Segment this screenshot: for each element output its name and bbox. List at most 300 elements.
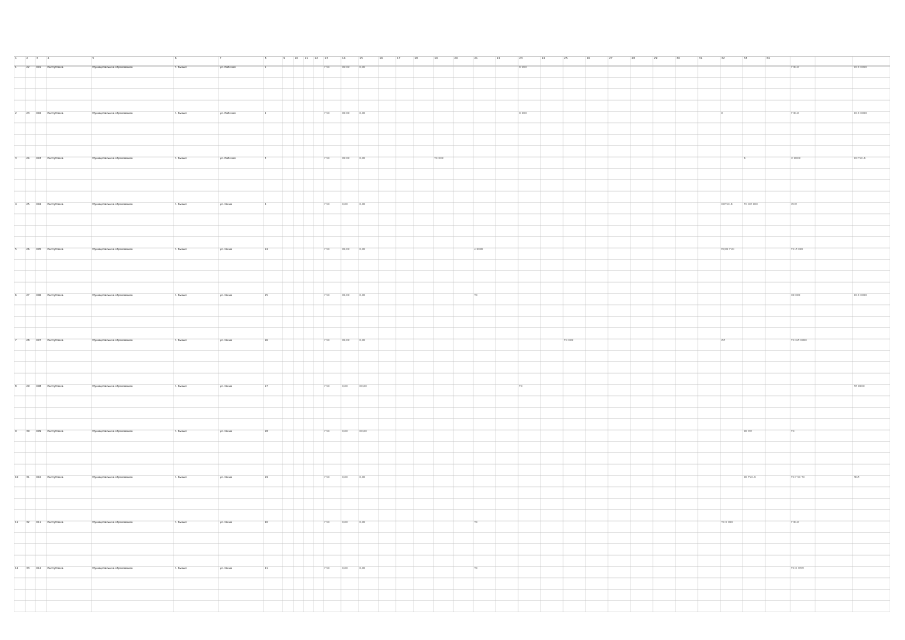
- table-cell: [314, 567, 322, 614]
- table-cell: [744, 567, 764, 614]
- table-cell: [474, 476, 494, 523]
- table-cell: ул. Рабочая: [219, 111, 236, 115]
- table-cell: [283, 339, 292, 386]
- table-cell: [766, 567, 789, 614]
- table-cell: 1: [264, 66, 267, 69]
- table-cell: ТС: [791, 430, 795, 433]
- table-cell: ТС Л 000: [791, 248, 804, 251]
- table-cell: [676, 157, 696, 204]
- table-cell: г. Кызыл: [174, 384, 187, 388]
- table-cell: ГЧС: [324, 66, 330, 69]
- table-cell: [519, 476, 539, 523]
- table-cell: [699, 203, 719, 250]
- table-cell: Муниципальное образование: [92, 430, 133, 433]
- table-cell: [454, 430, 472, 477]
- table-cell: [305, 521, 313, 568]
- table-cell: 00,00: [341, 248, 350, 251]
- table-cell: [816, 430, 851, 477]
- table-cell: [397, 385, 412, 432]
- table-cell: [379, 248, 394, 295]
- table-cell: ГЧС: [324, 566, 330, 570]
- table-cell: ул. Оюна: [219, 202, 232, 206]
- table-cell: ул. Оюна: [219, 339, 232, 342]
- table-cell: [305, 339, 313, 386]
- table-cell: [654, 430, 674, 477]
- table-cell: 18: [264, 430, 268, 433]
- table-cell: 011: [36, 521, 42, 524]
- table-row: [14, 385, 890, 431]
- table-cell: [305, 112, 313, 159]
- header-cell: 12: [314, 56, 319, 60]
- table-header-row: [14, 56, 890, 66]
- table-cell: 5: [15, 248, 17, 251]
- header-cell: 17: [396, 56, 401, 60]
- table-row: [14, 66, 890, 112]
- table-cell: [854, 339, 889, 386]
- table-cell: [454, 66, 472, 113]
- header-cell: 10: [294, 56, 299, 60]
- table-cell: г. Кызыл: [174, 157, 187, 160]
- table-cell: г. Кызыл: [174, 475, 187, 479]
- table-cell: [314, 339, 322, 386]
- table-cell: [414, 66, 432, 113]
- table-cell: [609, 157, 629, 204]
- table-cell: [295, 339, 303, 386]
- header-cell: 1: [15, 56, 17, 60]
- table-cell: [379, 430, 394, 477]
- header-cell: 25: [564, 56, 568, 60]
- table-cell: 0,00: [359, 566, 366, 570]
- table-cell: [699, 476, 719, 523]
- table-cell: 0,00: [359, 111, 366, 115]
- table-cell: [497, 294, 517, 341]
- table-cell: Муниципальное образование: [92, 384, 133, 388]
- table-cell: 0,00: [359, 248, 366, 251]
- table-cell: [676, 112, 696, 159]
- table-cell: [676, 248, 696, 295]
- table-cell: Республика: [47, 66, 64, 69]
- table-cell: [397, 66, 412, 113]
- table-cell: [587, 157, 607, 204]
- table-cell: [414, 476, 432, 523]
- table-cell: Республика: [47, 111, 64, 115]
- table-cell: ГЧС-К: [791, 66, 800, 69]
- table-cell: ул. Рабочая: [219, 157, 236, 160]
- table-cell: [744, 294, 764, 341]
- table-cell: г. Кызыл: [174, 339, 187, 342]
- table-cell: ул. Оюна: [219, 521, 232, 524]
- table-cell: [379, 203, 394, 250]
- table-cell: [721, 157, 741, 204]
- table-cell: [397, 112, 412, 159]
- table-cell: [609, 66, 629, 113]
- table-cell: 00 Х 0000: [853, 66, 867, 69]
- table-cell: [654, 294, 674, 341]
- table-cell: г. Кызыл: [174, 248, 187, 251]
- table-cell: [654, 476, 674, 523]
- table-cell: Муниципальное образование: [92, 66, 133, 69]
- table-cell: [699, 521, 719, 568]
- table-cell: [454, 203, 472, 250]
- table-cell: 2: [264, 111, 267, 115]
- table-cell: [474, 112, 494, 159]
- table-cell: 32: [26, 521, 30, 524]
- table-cell: г. Кызыл: [174, 202, 187, 206]
- table-cell: ГЧС-К: [791, 111, 800, 115]
- table-cell: [744, 521, 764, 568]
- table-cell: [379, 157, 394, 204]
- table-cell: [699, 112, 719, 159]
- table-cell: 25: [26, 202, 30, 206]
- table-cell: 002: [36, 111, 42, 115]
- table-cell: [474, 385, 494, 432]
- table-cell: 24: [26, 157, 30, 160]
- table-cell: [454, 521, 472, 568]
- table-cell: [744, 248, 764, 295]
- table-cell: [434, 430, 452, 477]
- table-cell: [283, 157, 292, 204]
- table-cell: [314, 521, 322, 568]
- table-cell: [721, 430, 741, 477]
- table-cell: [564, 203, 584, 250]
- table-cell: 27: [26, 293, 30, 297]
- table-cell: [854, 203, 889, 250]
- table-cell: [414, 294, 432, 341]
- table-cell: [654, 66, 674, 113]
- table-cell: [414, 567, 432, 614]
- header-cell: 22: [496, 56, 501, 60]
- table-cell: [305, 294, 313, 341]
- table-cell: [721, 567, 741, 614]
- table-cell: ТС ОЛ 0000: [791, 339, 807, 342]
- table-cell: [497, 476, 517, 523]
- table-cell: [542, 476, 562, 523]
- table-cell: [314, 385, 322, 432]
- table-cell: Республика: [47, 384, 64, 388]
- table-cell: 010: [36, 475, 42, 479]
- table-cell: [305, 567, 313, 614]
- table-cell: [699, 430, 719, 477]
- table-cell: [631, 294, 651, 341]
- table-row: [14, 203, 890, 249]
- table-cell: [816, 476, 851, 523]
- table-cell: [631, 157, 651, 204]
- table-cell: [497, 567, 517, 614]
- table-cell: [295, 112, 303, 159]
- table-cell: Республика: [47, 566, 64, 570]
- table-cell: ГЧС: [324, 339, 330, 342]
- table-cell: [454, 157, 472, 204]
- table-cell: [497, 430, 517, 477]
- table-row: [14, 294, 890, 340]
- table-cell: [283, 112, 292, 159]
- table-cell: 33: [26, 566, 30, 570]
- table-cell: [497, 112, 517, 159]
- table-cell: [295, 66, 303, 113]
- table-cell: [676, 294, 696, 341]
- table-cell: [609, 294, 629, 341]
- table-cell: [414, 248, 432, 295]
- table-cell: 3: [15, 157, 17, 160]
- table-cell: [497, 339, 517, 386]
- table-cell: 2: [15, 111, 17, 115]
- header-cell: 4: [47, 56, 50, 60]
- table-cell: 8: [15, 384, 17, 388]
- table-cell: [397, 248, 412, 295]
- table-cell: 17: [264, 384, 268, 388]
- header-cell: 11: [304, 56, 309, 60]
- table-cell: 00,00: [359, 430, 367, 433]
- table-cell: [519, 430, 539, 477]
- table-cell: 26: [26, 248, 30, 251]
- table-cell: Республика: [47, 475, 64, 479]
- table-cell: Муниципальное образование: [92, 202, 133, 206]
- table-cell: К: [743, 157, 746, 160]
- table-cell: ТС: [474, 566, 478, 570]
- table-cell: [564, 521, 584, 568]
- table-cell: [283, 66, 292, 113]
- table-cell: [314, 248, 322, 295]
- table-cell: 1: [15, 66, 17, 69]
- table-cell: 009: [36, 430, 42, 433]
- table-cell: ТС: [474, 293, 478, 297]
- table-cell: Республика: [47, 430, 64, 433]
- table-cell: 00,00: [341, 293, 350, 297]
- table-cell: [587, 203, 607, 250]
- header-cell: 30: [676, 56, 680, 60]
- table-cell: [542, 66, 562, 113]
- table-cell: 19: [264, 475, 268, 479]
- table-cell: [609, 430, 629, 477]
- table-cell: [654, 385, 674, 432]
- table-cell: ТС 000: [564, 339, 574, 342]
- header-cell: 23: [519, 56, 523, 60]
- table-cell: 00:00: [341, 157, 350, 160]
- table-cell: [564, 430, 584, 477]
- table-cell: [699, 339, 719, 386]
- header-cell: 31: [698, 56, 703, 60]
- table-cell: [434, 521, 452, 568]
- table-cell: [766, 112, 789, 159]
- table-cell: [609, 476, 629, 523]
- table-cell: [305, 66, 313, 113]
- table-cell: [676, 66, 696, 113]
- table-cell: [283, 385, 292, 432]
- table-cell: [609, 248, 629, 295]
- table-cell: [397, 339, 412, 386]
- table-cell: [609, 385, 629, 432]
- table-cell: 012: [36, 566, 42, 570]
- table-cell: 00 ЛЛ: [743, 430, 752, 433]
- table-cell: [474, 66, 494, 113]
- table-cell: Республика: [47, 339, 64, 342]
- header-cell: 8: [264, 56, 267, 60]
- table-cell: [721, 66, 741, 113]
- table-cell: [314, 430, 322, 477]
- table-cell: [379, 385, 394, 432]
- table-cell: 10: [15, 475, 19, 479]
- header-cell: 21: [474, 56, 478, 60]
- table-cell: [676, 521, 696, 568]
- table-cell: [816, 66, 851, 113]
- table-cell: [654, 248, 674, 295]
- table-cell: [699, 248, 719, 295]
- table-cell: [397, 430, 412, 477]
- table-cell: [305, 157, 313, 204]
- table-cell: [766, 203, 789, 250]
- table-cell: [564, 385, 584, 432]
- table-cell: [766, 157, 789, 204]
- table-cell: [676, 203, 696, 250]
- table-cell: [564, 66, 584, 113]
- table-cell: [721, 476, 741, 523]
- table-cell: 00,00: [341, 339, 350, 342]
- table-cell: [587, 385, 607, 432]
- table-cell: [631, 203, 651, 250]
- table-cell: [414, 112, 432, 159]
- table-cell: 4: [15, 202, 17, 206]
- table-cell: [283, 203, 292, 250]
- table-cell: [721, 385, 741, 432]
- table-cell: [542, 521, 562, 568]
- table-cell: [305, 248, 313, 295]
- table-cell: [542, 112, 562, 159]
- table-cell: Муниципальное образование: [92, 475, 133, 479]
- table-cell: [766, 248, 789, 295]
- table-cell: [699, 157, 719, 204]
- table-cell: [631, 66, 651, 113]
- table-cell: [676, 476, 696, 523]
- table-cell: 7: [15, 339, 17, 342]
- table-cell: [283, 476, 292, 523]
- header-cell: 24: [541, 56, 546, 60]
- table-cell: 12: [15, 566, 19, 570]
- table-cell: К 000: [519, 111, 527, 115]
- table-cell: Муниципальное образование: [92, 111, 133, 115]
- header-cell: 15: [359, 56, 363, 60]
- table-cell: ТС ГЧС ТС: [791, 475, 805, 479]
- table-cell: ТС 000: [434, 157, 444, 160]
- table-cell: [314, 157, 322, 204]
- table-cell: г. Кызыл: [174, 430, 187, 433]
- table-cell: [816, 248, 851, 295]
- table-cell: [854, 567, 889, 614]
- table-cell: [542, 430, 562, 477]
- table-cell: [654, 521, 674, 568]
- table-cell: [454, 567, 472, 614]
- table-cell: ТС ОЛ 000: [743, 202, 758, 206]
- table-cell: [587, 339, 607, 386]
- table-cell: [414, 521, 432, 568]
- table-cell: ТС: [519, 384, 523, 388]
- table-cell: [542, 385, 562, 432]
- data-table: [14, 56, 890, 612]
- header-cell: 9: [283, 56, 286, 60]
- table-cell: Муниципальное образование: [92, 248, 133, 251]
- table-row: [14, 430, 890, 476]
- table-cell: ГЧС: [324, 111, 330, 115]
- table-cell: [434, 385, 452, 432]
- header-cell: 29: [653, 56, 658, 60]
- table-cell: [434, 476, 452, 523]
- table-cell: ГЧС: [324, 248, 330, 251]
- table-cell: Х 0000: [791, 157, 801, 160]
- table-cell: Ю/00 ГЧС: [721, 248, 735, 251]
- table-cell: [314, 294, 322, 341]
- table-cell: [434, 339, 452, 386]
- table-cell: [854, 521, 889, 568]
- table-cell: ГЧС: [324, 202, 330, 206]
- table-cell: [434, 248, 452, 295]
- table-cell: [542, 248, 562, 295]
- table-cell: [609, 203, 629, 250]
- table-cell: 0,00: [359, 339, 366, 342]
- table-cell: 3: [264, 157, 267, 160]
- table-cell: ул. Рабочая: [219, 66, 236, 69]
- table-cell: ул. Оюна: [219, 430, 232, 433]
- table-cell: [766, 476, 789, 523]
- table-cell: [414, 385, 432, 432]
- table-cell: [295, 521, 303, 568]
- table-cell: [283, 430, 292, 477]
- header-cell: 33: [743, 56, 748, 60]
- table-cell: [654, 112, 674, 159]
- table-cell: [816, 294, 851, 341]
- table-cell: [397, 294, 412, 341]
- table-cell: г. Кызыл: [174, 521, 187, 524]
- table-cell: [587, 248, 607, 295]
- table-cell: 0,00: [359, 157, 366, 160]
- table-cell: [474, 430, 494, 477]
- table-cell: К 000: [519, 66, 527, 69]
- table-cell: [454, 339, 472, 386]
- table-cell: [542, 294, 562, 341]
- table-cell: [564, 112, 584, 159]
- table-cell: [564, 476, 584, 523]
- header-cell: 16: [379, 56, 383, 60]
- table-cell: [631, 476, 651, 523]
- table-cell: ЛСЛ: [791, 202, 797, 206]
- table-cell: [305, 430, 313, 477]
- table-cell: [542, 567, 562, 614]
- table-cell: [654, 157, 674, 204]
- table-cell: г. Кызыл: [174, 111, 187, 115]
- table-cell: 0,00: [341, 475, 348, 479]
- table-cell: [766, 430, 789, 477]
- table-row: [14, 339, 890, 385]
- table-cell: 006: [36, 293, 42, 297]
- table-cell: [305, 476, 313, 523]
- table-cell: [379, 521, 394, 568]
- table-cell: ГЧС: [324, 293, 330, 297]
- table-cell: [631, 112, 651, 159]
- table-cell: ТЛ 0000: [853, 384, 865, 388]
- table-row: [14, 157, 890, 203]
- table-cell: [744, 385, 764, 432]
- table-cell: [295, 567, 303, 614]
- table-cell: 15: [264, 293, 268, 297]
- table-cell: 0,00: [341, 566, 348, 570]
- table-cell: 00 000: [791, 293, 801, 297]
- table-cell: [295, 294, 303, 341]
- table-cell: ТС: [474, 521, 478, 524]
- table-cell: [609, 112, 629, 159]
- table-cell: 21: [264, 566, 268, 570]
- table-cell: [564, 294, 584, 341]
- table-cell: [295, 157, 303, 204]
- table-cell: 00,00: [359, 384, 367, 388]
- table-cell: [587, 66, 607, 113]
